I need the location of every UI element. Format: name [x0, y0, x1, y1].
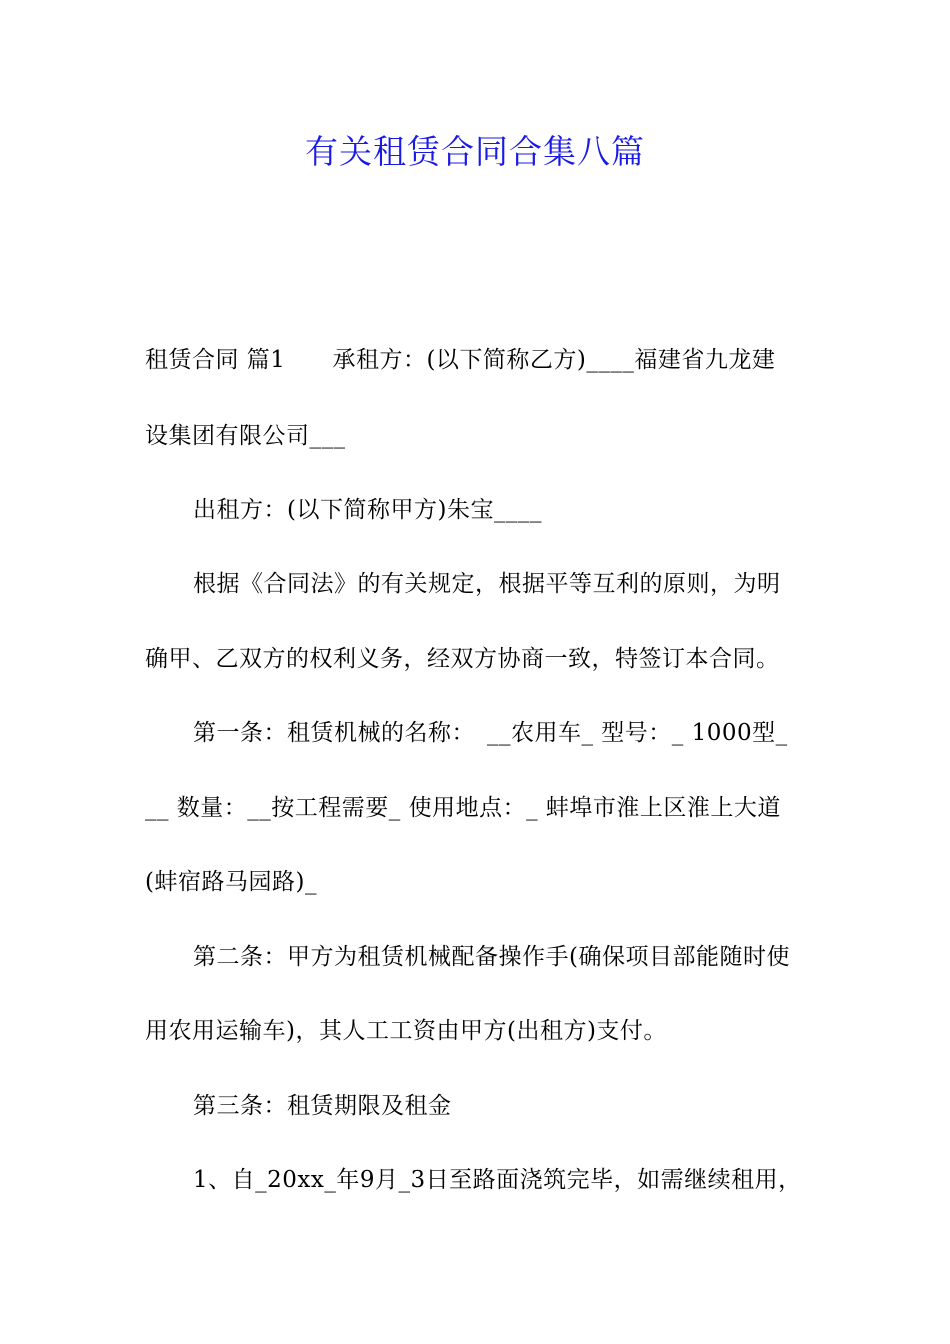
text-line: 第三条：租赁期限及租金 — [193, 1093, 452, 1119]
text-line: 第二条：甲方为租赁机械配备操作手(确保项目部能随时使 — [193, 944, 790, 970]
text-line: 确甲、乙双方的权利义务，经双方协商一致，特签订本合同。 — [145, 646, 780, 672]
text-line: (蚌宿路马园路)_ — [145, 869, 317, 895]
document-title: 有关租赁合同合集八篇 — [305, 132, 645, 171]
text-line: 设集团有限公司___ — [145, 423, 346, 449]
text-line: 出租方：(以下简称甲方)朱宝____ — [193, 497, 542, 523]
text-line: 第一条：租赁机械的名称： __农用车_ 型号：_ 1000型_ — [193, 720, 788, 746]
text-line: __ 数量：__按工程需要_ 使用地点：_ 蚌埠市淮上区淮上大道 — [145, 795, 781, 821]
text-line: 租赁合同 篇1 承租方：(以下简称乙方)____福建省九龙建 — [145, 347, 776, 373]
text-line: 1、自_20xx_年9月_3日至路面浇筑完毕，如需继续租用， — [193, 1167, 802, 1193]
text-line: 用农用运输车)，其人工工资由甲方(出租方)支付。 — [145, 1018, 667, 1044]
text-line: 根据《合同法》的有关规定，根据平等互利的原则，为明 — [193, 571, 781, 597]
